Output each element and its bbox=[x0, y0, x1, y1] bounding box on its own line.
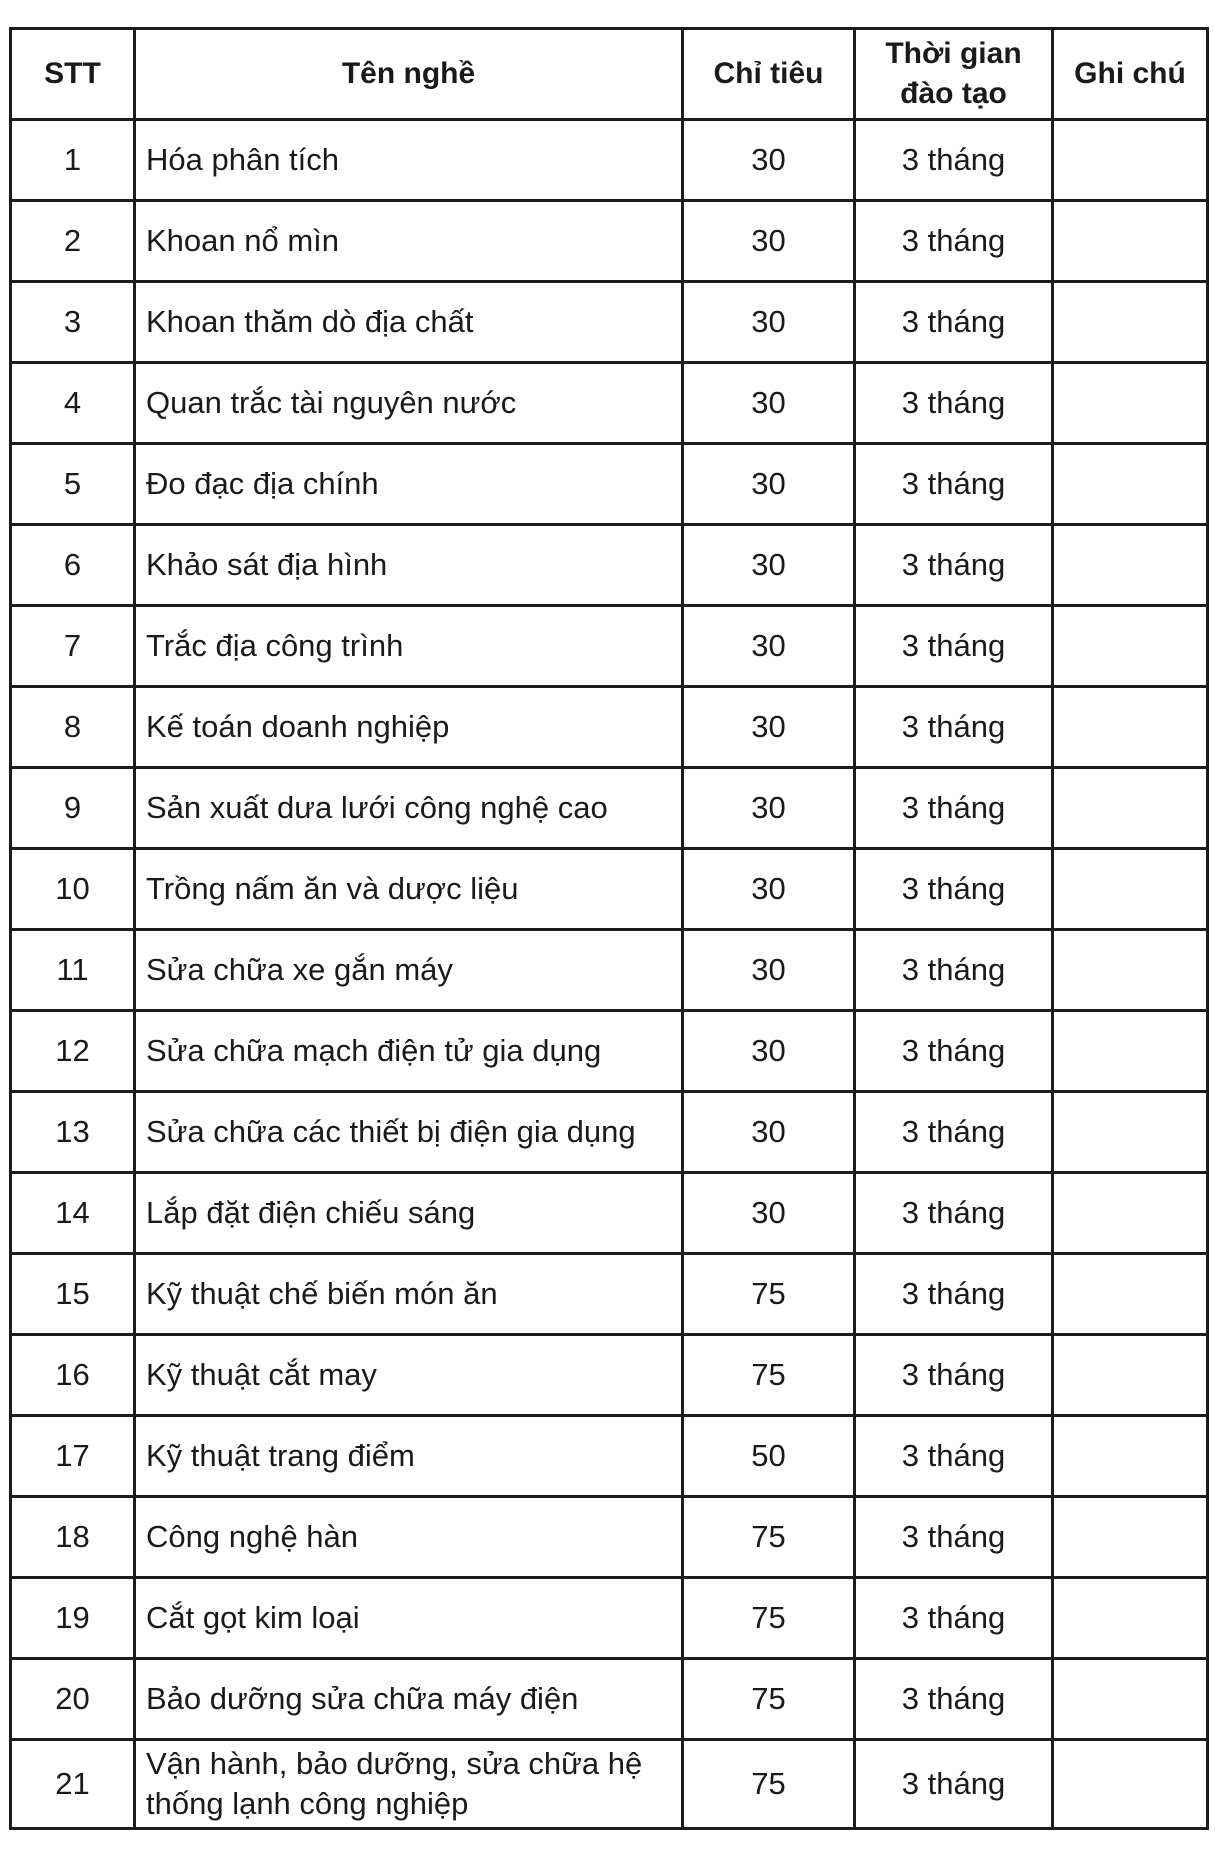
row-quota: 30 bbox=[683, 930, 855, 1011]
table-row bbox=[11, 849, 1208, 930]
training-programs-table bbox=[9, 27, 1209, 1830]
row-quota: 30 bbox=[683, 606, 855, 687]
header-chi-tieu: Chỉ tiêu bbox=[683, 29, 855, 120]
row-duration: 3 tháng bbox=[855, 1416, 1053, 1497]
table-row bbox=[11, 1659, 1208, 1740]
row-duration: 3 tháng bbox=[855, 120, 1053, 201]
row-note bbox=[1053, 1740, 1208, 1829]
row-note bbox=[1053, 1659, 1208, 1740]
row-note bbox=[1053, 1092, 1208, 1173]
row-name: Sửa chữa mạch điện tử gia dụng bbox=[135, 1011, 683, 1092]
table-row bbox=[11, 1497, 1208, 1578]
row-stt: 13 bbox=[11, 1092, 135, 1173]
row-stt: 10 bbox=[11, 849, 135, 930]
table-row bbox=[11, 1335, 1208, 1416]
row-stt: 8 bbox=[11, 687, 135, 768]
row-quota: 75 bbox=[683, 1659, 855, 1740]
row-name: Khảo sát địa hình bbox=[135, 525, 683, 606]
table-row bbox=[11, 768, 1208, 849]
row-quota: 30 bbox=[683, 849, 855, 930]
row-stt: 17 bbox=[11, 1416, 135, 1497]
table-row bbox=[11, 1416, 1208, 1497]
row-quota: 30 bbox=[683, 1092, 855, 1173]
row-note bbox=[1053, 606, 1208, 687]
row-note bbox=[1053, 1578, 1208, 1659]
row-duration: 3 tháng bbox=[855, 1254, 1053, 1335]
row-note bbox=[1053, 1416, 1208, 1497]
row-stt: 15 bbox=[11, 1254, 135, 1335]
row-stt: 12 bbox=[11, 1011, 135, 1092]
table-row bbox=[11, 1254, 1208, 1335]
row-note bbox=[1053, 201, 1208, 282]
row-quota: 50 bbox=[683, 1416, 855, 1497]
row-quota: 30 bbox=[683, 687, 855, 768]
row-duration: 3 tháng bbox=[855, 606, 1053, 687]
row-note bbox=[1053, 1497, 1208, 1578]
row-note bbox=[1053, 525, 1208, 606]
row-name: Kỹ thuật chế biến món ăn bbox=[135, 1254, 683, 1335]
row-duration: 3 tháng bbox=[855, 768, 1053, 849]
row-name: Đo đạc địa chính bbox=[135, 444, 683, 525]
row-note bbox=[1053, 1335, 1208, 1416]
row-duration: 3 tháng bbox=[855, 1092, 1053, 1173]
row-stt: 21 bbox=[11, 1740, 135, 1829]
header-thoi-gian bbox=[855, 29, 1053, 120]
header-thoi-gian-line1: Thời gian bbox=[885, 37, 1022, 70]
row-stt: 7 bbox=[11, 606, 135, 687]
row-stt: 5 bbox=[11, 444, 135, 525]
row-stt: 18 bbox=[11, 1497, 135, 1578]
row-quota: 30 bbox=[683, 525, 855, 606]
row-quota: 30 bbox=[683, 768, 855, 849]
row-stt: 11 bbox=[11, 930, 135, 1011]
row-stt: 2 bbox=[11, 201, 135, 282]
row-name: Cắt gọt kim loại bbox=[135, 1578, 683, 1659]
row-duration: 3 tháng bbox=[855, 282, 1053, 363]
row-quota: 30 bbox=[683, 444, 855, 525]
row-note bbox=[1053, 930, 1208, 1011]
table-row bbox=[11, 930, 1208, 1011]
table-row bbox=[11, 1740, 1208, 1829]
row-stt: 3 bbox=[11, 282, 135, 363]
row-quota: 30 bbox=[683, 1173, 855, 1254]
header-ghi-chu: Ghi chú bbox=[1053, 29, 1208, 120]
row-duration: 3 tháng bbox=[855, 930, 1053, 1011]
row-name: Quan trắc tài nguyên nước bbox=[135, 363, 683, 444]
row-name: Kế toán doanh nghiệp bbox=[135, 687, 683, 768]
row-stt: 19 bbox=[11, 1578, 135, 1659]
row-stt: 6 bbox=[11, 525, 135, 606]
row-name: Bảo dưỡng sửa chữa máy điện bbox=[135, 1659, 683, 1740]
row-duration: 3 tháng bbox=[855, 1497, 1053, 1578]
row-quota: 30 bbox=[683, 363, 855, 444]
table-row bbox=[11, 606, 1208, 687]
row-duration: 3 tháng bbox=[855, 687, 1053, 768]
row-quota: 30 bbox=[683, 282, 855, 363]
row-stt: 14 bbox=[11, 1173, 135, 1254]
table-row bbox=[11, 1092, 1208, 1173]
row-name: Kỹ thuật cắt may bbox=[135, 1335, 683, 1416]
header-stt: STT bbox=[11, 29, 135, 120]
row-quota: 30 bbox=[683, 1011, 855, 1092]
row-duration: 3 tháng bbox=[855, 1011, 1053, 1092]
row-duration: 3 tháng bbox=[855, 201, 1053, 282]
row-name: Hóa phân tích bbox=[135, 120, 683, 201]
table-row bbox=[11, 687, 1208, 768]
header-row bbox=[11, 29, 1208, 120]
row-quota: 30 bbox=[683, 201, 855, 282]
header-thoi-gian-line2: đào tạo bbox=[900, 77, 1007, 110]
row-name: Vận hành, bảo dưỡng, sửa chữa hệ thống lạnh công nghiệp bbox=[135, 1740, 683, 1829]
table-row bbox=[11, 444, 1208, 525]
row-stt: 20 bbox=[11, 1659, 135, 1740]
row-quota: 75 bbox=[683, 1254, 855, 1335]
row-stt: 4 bbox=[11, 363, 135, 444]
row-duration: 3 tháng bbox=[855, 1173, 1053, 1254]
row-name: Công nghệ hàn bbox=[135, 1497, 683, 1578]
table-row bbox=[11, 201, 1208, 282]
table-row bbox=[11, 1173, 1208, 1254]
row-name: Lắp đặt điện chiếu sáng bbox=[135, 1173, 683, 1254]
table-row bbox=[11, 282, 1208, 363]
row-duration: 3 tháng bbox=[855, 1659, 1053, 1740]
row-duration: 3 tháng bbox=[855, 849, 1053, 930]
row-name: Sửa chữa xe gắn máy bbox=[135, 930, 683, 1011]
row-name: Khoan nổ mìn bbox=[135, 201, 683, 282]
row-name: Sản xuất dưa lưới công nghệ cao bbox=[135, 768, 683, 849]
table-row bbox=[11, 1578, 1208, 1659]
row-name: Trồng nấm ăn và dược liệu bbox=[135, 849, 683, 930]
row-note bbox=[1053, 120, 1208, 201]
table-body bbox=[11, 120, 1208, 1829]
table-row bbox=[11, 363, 1208, 444]
row-duration: 3 tháng bbox=[855, 363, 1053, 444]
row-stt: 16 bbox=[11, 1335, 135, 1416]
table-row bbox=[11, 120, 1208, 201]
row-note bbox=[1053, 1011, 1208, 1092]
row-name: Trắc địa công trình bbox=[135, 606, 683, 687]
row-stt: 9 bbox=[11, 768, 135, 849]
row-note bbox=[1053, 444, 1208, 525]
row-note bbox=[1053, 282, 1208, 363]
table-header bbox=[11, 29, 1208, 120]
row-name: Kỹ thuật trang điểm bbox=[135, 1416, 683, 1497]
row-note bbox=[1053, 849, 1208, 930]
row-name: Sửa chữa các thiết bị điện gia dụng bbox=[135, 1092, 683, 1173]
table-row bbox=[11, 1011, 1208, 1092]
row-quota: 75 bbox=[683, 1740, 855, 1829]
row-note bbox=[1053, 363, 1208, 444]
row-name: Khoan thăm dò địa chất bbox=[135, 282, 683, 363]
row-quota: 75 bbox=[683, 1497, 855, 1578]
header-ten-nghe: Tên nghề bbox=[135, 29, 683, 120]
row-quota: 75 bbox=[683, 1335, 855, 1416]
row-note bbox=[1053, 1173, 1208, 1254]
table-row bbox=[11, 525, 1208, 606]
row-duration: 3 tháng bbox=[855, 1335, 1053, 1416]
row-note bbox=[1053, 768, 1208, 849]
row-duration: 3 tháng bbox=[855, 444, 1053, 525]
row-quota: 30 bbox=[683, 120, 855, 201]
row-duration: 3 tháng bbox=[855, 1740, 1053, 1829]
row-note bbox=[1053, 687, 1208, 768]
row-note bbox=[1053, 1254, 1208, 1335]
row-duration: 3 tháng bbox=[855, 1578, 1053, 1659]
row-quota: 75 bbox=[683, 1578, 855, 1659]
row-duration: 3 tháng bbox=[855, 525, 1053, 606]
row-stt: 1 bbox=[11, 120, 135, 201]
